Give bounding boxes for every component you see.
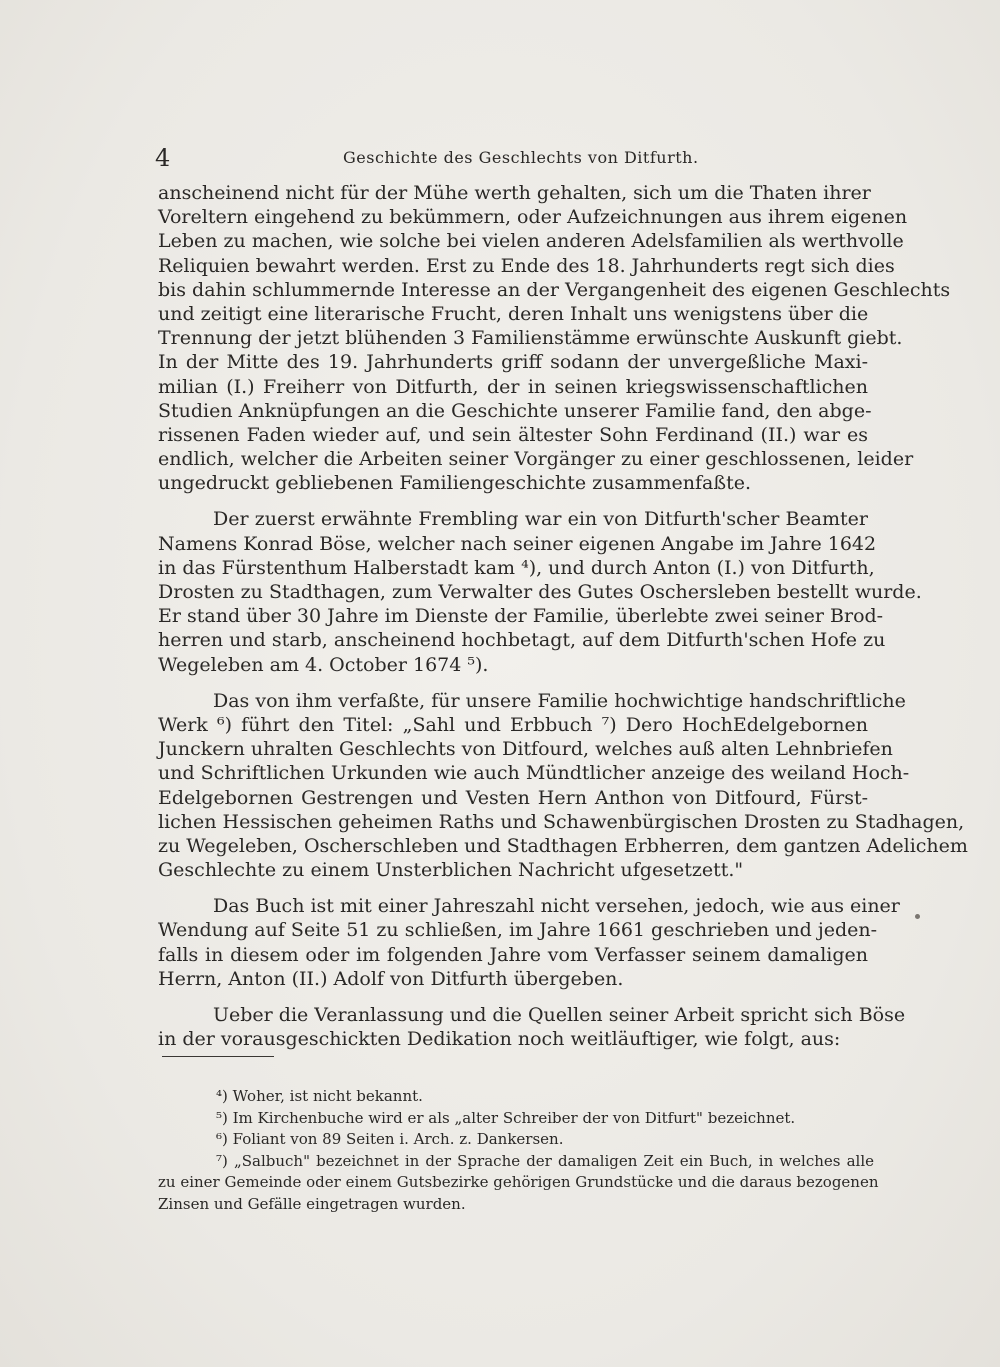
- text-line: Edelgebornen Gestrengen und Vesten Hern Anthon von Ditfourd, Fürst-: [158, 786, 868, 809]
- text-line: Reliquien bewahrt werden. Erst zu Ende des 18. Jahrhunderts regt sich dies: [158, 254, 895, 277]
- text-line: Werk ⁶) führt den Titel: „Sahl und Erbbuch ⁷) Dero HochEdelgebornen: [158, 713, 868, 736]
- text-line: Das von ihm verfaßte, für unsere Familie hochwichtige handschriftliche: [213, 689, 906, 712]
- text-line: herren und starb, anscheinend hochbetagt, auf dem Ditfurth'schen Hofe zu: [158, 629, 886, 652]
- text-line: zu Wegeleben, Oscherschleben und Stadthagen Erbherren, dem gantzen Adelichem: [158, 834, 968, 857]
- text-line: Namens Konrad Böse, welcher nach seiner eigenen Angabe im Jahre 1642: [158, 532, 877, 555]
- paragraph-2: [158, 507, 922, 676]
- text-line: Wegeleben am 4. October 1674 ⁵).: [158, 653, 489, 676]
- footnote-divider: [162, 1056, 274, 1057]
- text-line: in der vorausgeschickten Dedikation noch weitläuftiger, wie folgt, aus:: [158, 1028, 841, 1051]
- paragraph-4: [158, 894, 900, 991]
- text-line: Ueber die Veranlassung und die Quellen seiner Arbeit spricht sich Böse: [213, 1004, 906, 1026]
- text-line: Drosten zu Stadthagen, zum Verwalter des Gutes Oschersleben bestellt wurde.: [158, 581, 922, 603]
- text-line: in das Fürstenthum Halberstadt kam ⁴), und durch Anton (I.) von Ditfurth,: [158, 556, 875, 579]
- text-line: ungedruckt gebliebenen Familiengeschichte zusammenfaßte.: [158, 472, 751, 495]
- paper-speck: [915, 914, 920, 919]
- text-line: In der Mitte des 19. Jahrhunderts griff sodann der unvergeßliche Maxi-: [158, 351, 868, 374]
- footnote-7: ⁷) „Salbuch" bezeichnet in der Sprache der damaligen Zeit ein Buch, in welches alle: [216, 1151, 874, 1170]
- text-line: Junckern uhralten Geschlechts von Ditfourd, welches auß alten Lehnbriefen: [158, 738, 893, 761]
- text-line: Studien Anknüpfungen an die Geschichte unserer Familie fand, den abge-: [158, 399, 872, 422]
- footnote-5: ⁵) Im Kirchenbuche wird er als „alter Schreiber der von Ditfurt" bezeichnet.: [216, 1108, 796, 1127]
- page-number: 4: [155, 144, 171, 172]
- footnote-4: ⁴) Woher, ist nicht bekannt.: [216, 1087, 423, 1105]
- paragraph-3: [158, 689, 968, 883]
- paragraph-1: [158, 181, 951, 495]
- text-line: bis dahin schlummernde Interesse an der Vergangenheit des eigenen Geschlechts: [158, 278, 951, 301]
- text-line: rissenen Faden wieder auf, und sein ältester Sohn Ferdinand (II.) war es: [158, 423, 868, 446]
- footnote-6: ⁶) Foliant von 89 Seiten i. Arch. z. Dankersen.: [216, 1130, 564, 1148]
- footnote-7-end: Zinsen und Gefälle eingetragen wurden.: [158, 1194, 466, 1213]
- text-line: Leben zu machen, wie solche bei vielen anderen Adelsfamilien als werthvolle: [158, 230, 904, 253]
- text-line: Wendung auf Seite 51 zu schließen, im Jahre 1661 geschrieben und jeden-: [158, 919, 878, 942]
- text-line: anscheinend nicht für der Mühe werth gehalten, sich um die Thaten ihrer: [158, 182, 871, 204]
- text-line: falls in diesem oder im folgenden Jahre vom Verfasser seinem damaligen: [158, 943, 868, 966]
- text-line: und Schriftlichen Urkunden wie auch Mündtlicher anzeige des weiland Hoch-: [158, 762, 910, 785]
- text-line: Er stand über 30 Jahre im Dienste der Familie, überlebte zwei seiner Brod-: [158, 605, 884, 628]
- text-line: und zeitigt eine literarische Frucht, deren Inhalt uns wenigstens über die: [158, 302, 869, 325]
- text-line: milian (I.) Freiherr von Ditfurth, der in seinen kriegswissenschaftlichen: [158, 375, 868, 398]
- text-line: Geschlechte zu einem Unsterblichen Nachricht ufgesetzett.": [158, 859, 744, 882]
- text-line: Trennung der jetzt blühenden 3 Familienstämme erwünschte Auskunft giebt.: [158, 327, 903, 350]
- paragraph-5: [158, 1003, 906, 1051]
- text-line: Herrn, Anton (II.) Adolf von Ditfurth übergeben.: [158, 967, 624, 990]
- text-line: lichen Hessischen geheimen Raths und Schawenbürgischen Drosten zu Stadhagen,: [158, 810, 965, 833]
- page-header: [155, 144, 870, 172]
- footnote-7-continued: zu einer Gemeinde oder einem Gutsbezirke gehörigen Grundstücke und die daraus bezogenen: [158, 1173, 879, 1191]
- text-line: endlich, welcher die Arbeiten seiner Vorgänger zu einer geschlossenen, leider: [158, 448, 914, 471]
- text-line: Voreltern eingehend zu bekümmern, oder Aufzeichnungen aus ihrem eigenen: [158, 206, 908, 229]
- footnotes: [158, 1086, 879, 1215]
- body-text: [158, 181, 968, 1051]
- running-title: Geschichte des Geschlechts von Ditfurth.: [343, 148, 699, 167]
- text-line: Der zuerst erwähnte Frembling war ein von Ditfurth'scher Beamter: [213, 508, 868, 531]
- text-line: Das Buch ist mit einer Jahreszahl nicht versehen, jedoch, wie aus einer: [213, 895, 900, 918]
